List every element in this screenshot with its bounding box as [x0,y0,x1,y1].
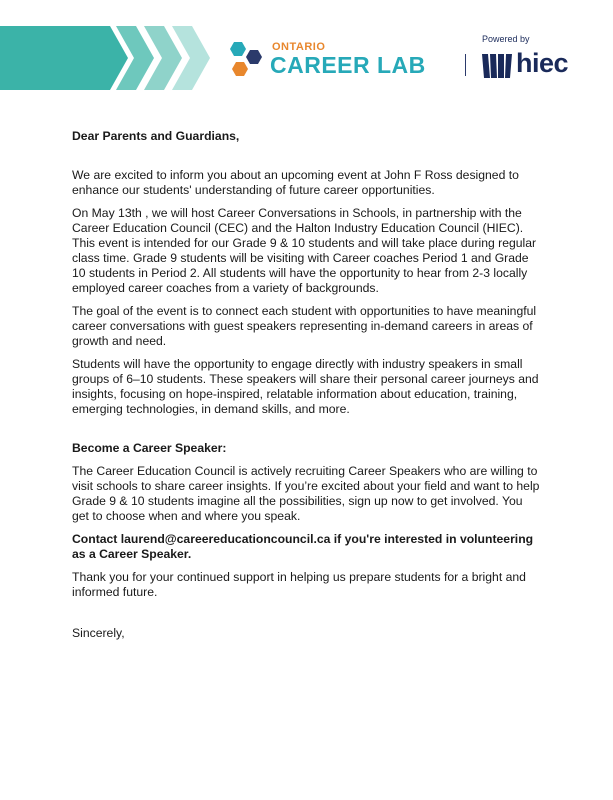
paragraph-thanks: Thank you for your continued support in helping us prepare students for a bright and informed future. [72,570,526,599]
partner-name: hiec [516,48,569,78]
paragraph-intro: We are excited to inform you about an upcoming event at John F Ross designed to enhance our students' understanding of future career opportunities. [72,168,519,197]
brand-name: CAREER LAB [270,52,426,78]
paragraph-goal: The goal of the event is to connect each student with opportunities to have meaningful career conversations with guest speakers representing in-demand careers in areas of growth and need. [72,304,537,348]
closing: Sincerely, [72,626,125,640]
chevron-band [0,26,128,90]
paragraph-speakers: Students will have the opportunity to engage directly with industry speakers in small groups of 6–10 students. These speakers will share their personal career journeys and insights, focusing on hope-inspired, relatable information about education, training, emerging technologies, in demand skills, and more. [72,357,539,416]
powered-by-label: Powered by [482,34,530,44]
greeting: Dear Parents and Guardians, [72,129,240,143]
career-lab-logo-icon [224,40,268,82]
letter-body [72,129,542,649]
section-heading: Become a Career Speaker: [72,441,227,455]
brand-region: ONTARIO [272,41,326,53]
paragraph-recruiting: The Career Education Council is actively recruiting Career Speakers who are willing to visit schools to share career insights. If you’re excited about your field and want to help Grade 9 & 10 students imagine all the possibilities, sign up now to get involved. You get to choose when and where you speak. [72,464,540,523]
chevron-banner [0,26,230,90]
hiec-logo-icon [480,50,514,82]
paragraph-event: On May 13th , we will host Career Conversations in Schools, in partnership with the Career Education Council (CEC) and the Halton Industry Education Council (HIEC). This event is intended for our Grade 9 & 10 students and will take place during regular class time. Grade 9 students will be visiting with Career coaches Period 1 and Grade 10 students in Period 2. All students will have the opportunity to hear from 2-3 locally employed career coaches from a variety of backgrounds. [72,206,537,295]
letterhead [0,0,613,100]
contact-line: Contact laurend@careereducationcouncil.ca if you're interested in volunteering as a Career Speaker. [72,532,534,561]
divider [465,54,466,76]
